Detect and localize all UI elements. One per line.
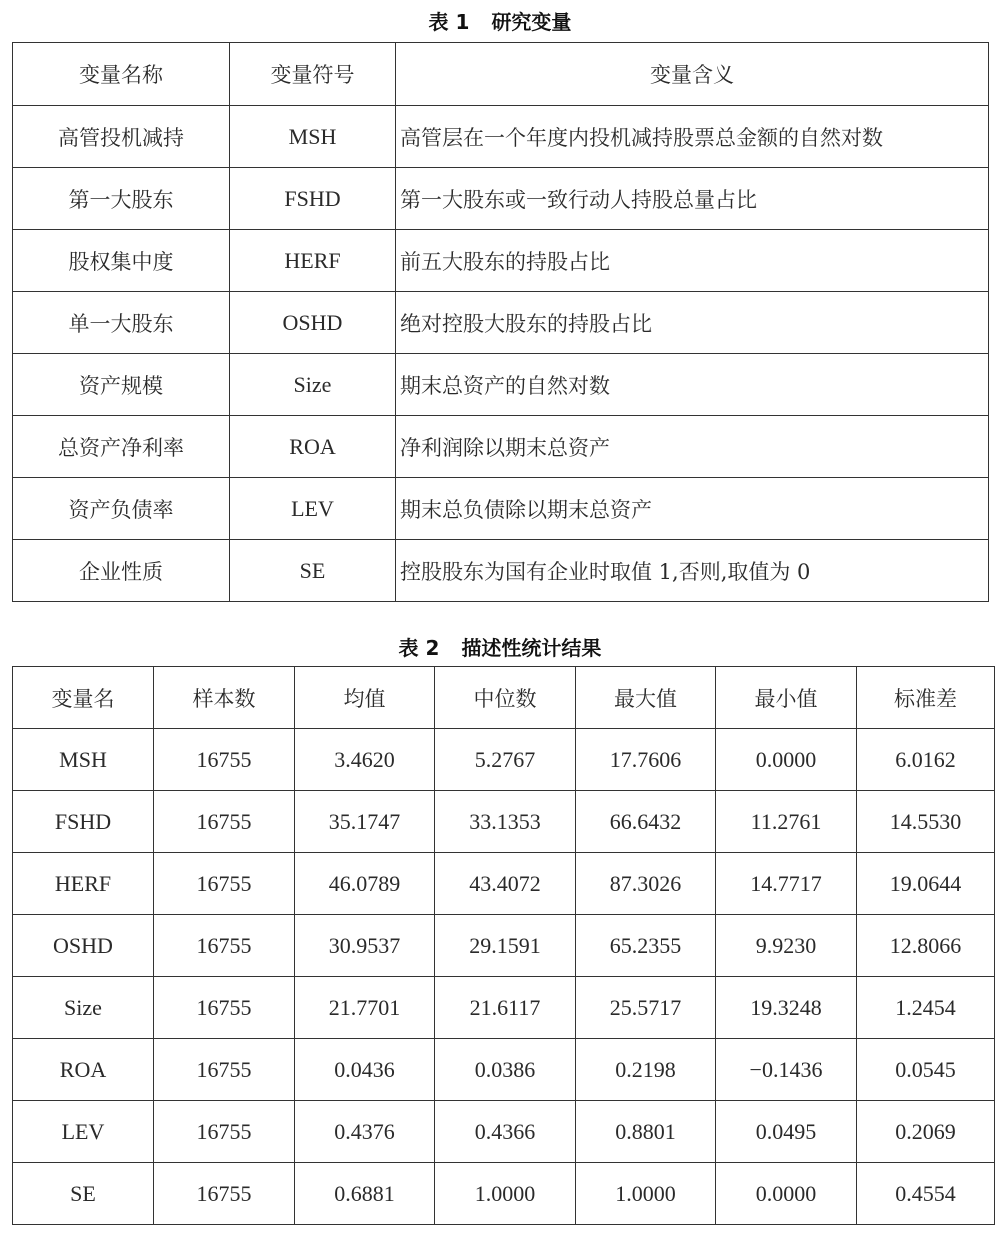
table-row — [13, 1101, 995, 1163]
stat-variable-cell: MSH — [13, 729, 154, 791]
table-row — [13, 292, 989, 354]
stat-std-cell: 0.2069 — [857, 1101, 995, 1163]
stat-variable-cell: SE — [13, 1163, 154, 1225]
variable-name-cell: 资产负债率 — [13, 478, 230, 540]
variable-name-cell: 高管投机减持 — [13, 106, 230, 168]
table-row — [13, 106, 989, 168]
stat-sample-size-cell: 16755 — [154, 729, 295, 791]
variable-name-cell: 第一大股东 — [13, 168, 230, 230]
variable-symbol-cell: MSH — [230, 106, 396, 168]
stat-min-cell: 11.2761 — [716, 791, 857, 853]
variable-meaning-cell: 净利润除以期末总资产 — [396, 416, 989, 478]
table-row — [13, 540, 989, 602]
variable-meaning-cell: 高管层在一个年度内投机减持股票总金额的自然对数 — [396, 106, 989, 168]
table1-header-cell: 变量符号 — [230, 43, 396, 106]
variable-name-cell: 资产规模 — [13, 354, 230, 416]
stat-min-cell: 0.0495 — [716, 1101, 857, 1163]
table2-caption-number: 表 2 — [398, 636, 440, 660]
table-row — [13, 791, 995, 853]
table-row — [13, 354, 989, 416]
stat-std-cell: 12.8066 — [857, 915, 995, 977]
variable-meaning-cell: 前五大股东的持股占比 — [396, 230, 989, 292]
stat-median-cell: 21.6117 — [435, 977, 576, 1039]
research-variables-table — [12, 42, 989, 602]
stat-median-cell: 0.4366 — [435, 1101, 576, 1163]
stat-mean-cell: 21.7701 — [295, 977, 435, 1039]
stat-min-cell: 0.0000 — [716, 1163, 857, 1225]
variable-meaning-cell: 第一大股东或一致行动人持股总量占比 — [396, 168, 989, 230]
table1-caption-title: 研究变量 — [491, 10, 572, 34]
descriptive-statistics-table — [12, 666, 995, 1225]
stat-sample-size-cell: 16755 — [154, 1163, 295, 1225]
table2-caption-title: 描述性统计结果 — [461, 636, 602, 660]
stat-sample-size-cell: 16755 — [154, 791, 295, 853]
table2-header-cell: 最大值 — [576, 667, 716, 729]
variable-name-cell: 股权集中度 — [13, 230, 230, 292]
stat-variable-cell: LEV — [13, 1101, 154, 1163]
stat-std-cell: 14.5530 — [857, 791, 995, 853]
table-row — [13, 416, 989, 478]
stat-min-cell: 19.3248 — [716, 977, 857, 1039]
stat-median-cell: 43.4072 — [435, 853, 576, 915]
stat-min-cell: 9.9230 — [716, 915, 857, 977]
stat-median-cell: 0.0386 — [435, 1039, 576, 1101]
table1-caption — [0, 6, 1000, 35]
stat-median-cell: 1.0000 — [435, 1163, 576, 1225]
stat-sample-size-cell: 16755 — [154, 853, 295, 915]
stat-variable-cell: FSHD — [13, 791, 154, 853]
table2-header-row — [13, 667, 995, 729]
stat-variable-cell: Size — [13, 977, 154, 1039]
stat-max-cell: 1.0000 — [576, 1163, 716, 1225]
stat-std-cell: 0.4554 — [857, 1163, 995, 1225]
stat-median-cell: 5.2767 — [435, 729, 576, 791]
variable-meaning-cell: 期末总资产的自然对数 — [396, 354, 989, 416]
stat-max-cell: 0.8801 — [576, 1101, 716, 1163]
table-row — [13, 977, 995, 1039]
stat-mean-cell: 0.0436 — [295, 1039, 435, 1101]
stat-mean-cell: 3.4620 — [295, 729, 435, 791]
variable-symbol-cell: FSHD — [230, 168, 396, 230]
stat-std-cell: 6.0162 — [857, 729, 995, 791]
stat-median-cell: 29.1591 — [435, 915, 576, 977]
stat-max-cell: 17.7606 — [576, 729, 716, 791]
table2-header-cell: 样本数 — [154, 667, 295, 729]
variable-symbol-cell: LEV — [230, 478, 396, 540]
stat-sample-size-cell: 16755 — [154, 977, 295, 1039]
variable-name-cell: 单一大股东 — [13, 292, 230, 354]
stat-min-cell: 14.7717 — [716, 853, 857, 915]
stat-max-cell: 87.3026 — [576, 853, 716, 915]
stat-mean-cell: 46.0789 — [295, 853, 435, 915]
table-row — [13, 478, 989, 540]
stat-sample-size-cell: 16755 — [154, 1101, 295, 1163]
table1-header-cell: 变量含义 — [396, 43, 989, 106]
table1-header-row — [13, 43, 989, 106]
table-row — [13, 230, 989, 292]
table2-caption — [0, 632, 1000, 661]
table1-caption-number: 表 1 — [428, 10, 470, 34]
stat-median-cell: 33.1353 — [435, 791, 576, 853]
variable-name-cell: 总资产净利率 — [13, 416, 230, 478]
stat-min-cell: 0.0000 — [716, 729, 857, 791]
stat-max-cell: 0.2198 — [576, 1039, 716, 1101]
table-row — [13, 168, 989, 230]
stat-std-cell: 1.2454 — [857, 977, 995, 1039]
table2-header-cell: 中位数 — [435, 667, 576, 729]
table2-header-cell: 均值 — [295, 667, 435, 729]
stat-variable-cell: HERF — [13, 853, 154, 915]
variable-symbol-cell: HERF — [230, 230, 396, 292]
table-row — [13, 1039, 995, 1101]
stat-variable-cell: OSHD — [13, 915, 154, 977]
stat-max-cell: 66.6432 — [576, 791, 716, 853]
stat-sample-size-cell: 16755 — [154, 1039, 295, 1101]
table2-header-cell: 变量名 — [13, 667, 154, 729]
table1-header-cell: 变量名称 — [13, 43, 230, 106]
variable-name-cell: 企业性质 — [13, 540, 230, 602]
variable-symbol-cell: SE — [230, 540, 396, 602]
stat-mean-cell: 0.6881 — [295, 1163, 435, 1225]
stat-sample-size-cell: 16755 — [154, 915, 295, 977]
table2-header-cell: 标准差 — [857, 667, 995, 729]
variable-meaning-cell: 控股股东为国有企业时取值 1,否则,取值为 0 — [396, 540, 989, 602]
stat-mean-cell: 0.4376 — [295, 1101, 435, 1163]
table-row — [13, 729, 995, 791]
variable-meaning-cell: 期末总负债除以期末总资产 — [396, 478, 989, 540]
stat-std-cell: 19.0644 — [857, 853, 995, 915]
stat-max-cell: 25.5717 — [576, 977, 716, 1039]
stat-max-cell: 65.2355 — [576, 915, 716, 977]
variable-symbol-cell: OSHD — [230, 292, 396, 354]
table2-header-cell: 最小值 — [716, 667, 857, 729]
stat-min-cell: −0.1436 — [716, 1039, 857, 1101]
variable-symbol-cell: Size — [230, 354, 396, 416]
stat-variable-cell: ROA — [13, 1039, 154, 1101]
stat-mean-cell: 30.9537 — [295, 915, 435, 977]
variable-symbol-cell: ROA — [230, 416, 396, 478]
table-row — [13, 915, 995, 977]
table-row — [13, 853, 995, 915]
table-row — [13, 1163, 995, 1225]
stat-std-cell: 0.0545 — [857, 1039, 995, 1101]
stat-mean-cell: 35.1747 — [295, 791, 435, 853]
variable-meaning-cell: 绝对控股大股东的持股占比 — [396, 292, 989, 354]
